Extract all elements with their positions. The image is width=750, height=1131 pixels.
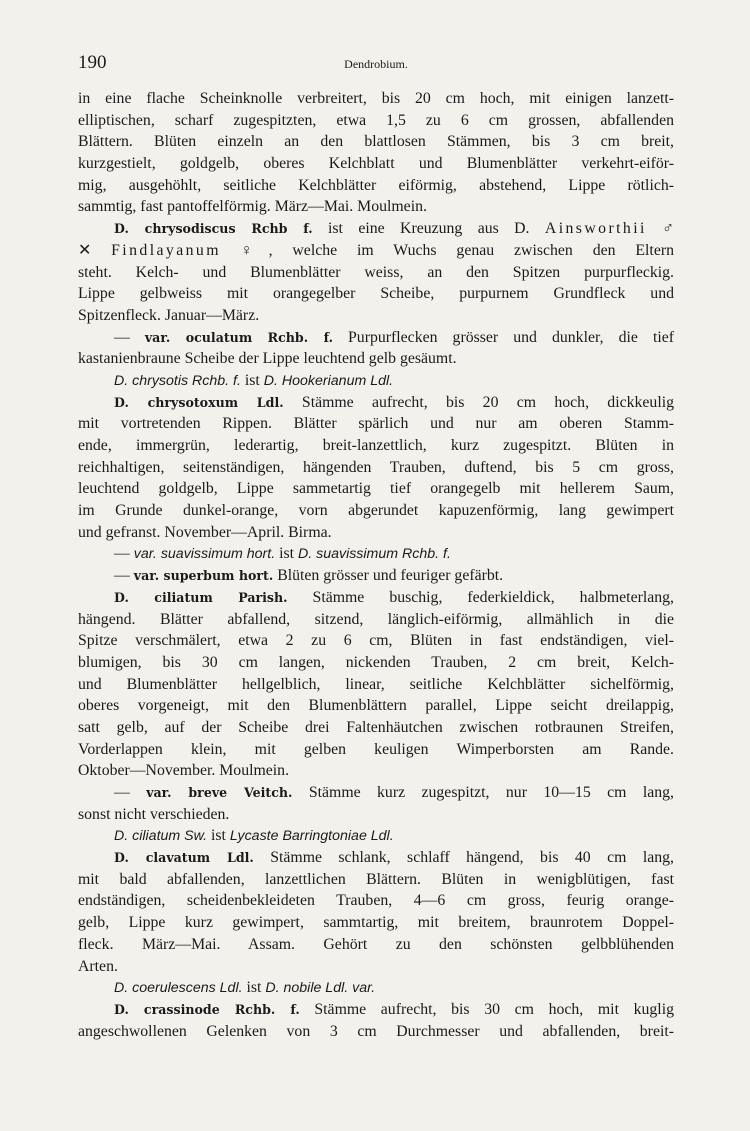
text-line <box>78 890 674 912</box>
text-run: — <box>114 567 134 585</box>
text-run: satt gelb, auf der Scheibe drei Faltenhäutchen zwischen rotbraunen Streifen, <box>78 718 674 736</box>
text-run: Stämme schlank, schlaff hängend, bis 40 cm lang, <box>253 849 674 867</box>
text-run: ♂ <box>646 220 674 238</box>
text-run: — <box>114 545 134 563</box>
text-line <box>78 435 674 457</box>
text-line <box>78 348 674 370</box>
entry-name: var. superbum hort. <box>133 568 274 584</box>
text-run: elliptischen, scharf zugespitzten, etwa 1,5 zu 6 cm grossen, abfallenden <box>78 111 674 129</box>
spaced-name: Findlayanum <box>111 241 221 259</box>
text-line <box>78 543 674 565</box>
text-run: sammtig, fast pantoffelförmig. März—Mai. Moulmein. <box>78 198 427 216</box>
text-line <box>78 804 674 826</box>
text-run: Oktober—November. Moulmein. <box>78 762 290 780</box>
text-line <box>78 153 674 175</box>
text-run: angeschwollenen Gelenken von 3 cm Durchmesser und abfallenden, breit- <box>78 1022 674 1040</box>
text-run: ist <box>242 979 266 997</box>
text-run: mit vortretenden Rippen. Blätter spärlich und nur am oberen Stamm- <box>78 415 674 433</box>
text-line <box>78 457 674 479</box>
text-line <box>78 1021 674 1043</box>
text-run: sonst nicht verschieden. <box>78 805 230 823</box>
text-line <box>78 782 674 804</box>
text-run: leuchtend goldgelb, Lippe sammetartig tief orangegelb mit hellerem Saum, <box>78 480 674 498</box>
text-line <box>78 370 674 392</box>
text-line <box>78 587 674 609</box>
text-line <box>78 478 674 500</box>
spaced-name: Ainsworthii <box>544 220 647 238</box>
text-line <box>78 760 674 782</box>
text-line <box>78 912 674 934</box>
synonym-name: D. nobile Ldl. var. <box>265 980 376 997</box>
text-run: ✕ <box>78 241 112 259</box>
text-run: kastanienbraune Scheibe der Lippe leuchtend gelb gesäumt. <box>78 350 457 368</box>
text-run: Arten. <box>78 957 118 975</box>
text-line <box>78 413 674 435</box>
text-run: und gefranst. November—April. Birma. <box>78 523 332 541</box>
text-run: in eine flache Scheinknolle verbreitert, bis 20 cm hoch, mit einigen lanzett- <box>78 90 674 107</box>
entry-name: D. crassinode Rchb. f. <box>114 1001 300 1017</box>
text-line <box>78 218 674 240</box>
text-run: ende, immergrün, lederartig, breit-lanzettlich, kurz zugespitzt. Blüten in <box>78 437 674 454</box>
text-line <box>78 283 674 305</box>
text-run: Stämme aufrecht, bis 30 cm hoch, mit kuglig <box>299 1000 674 1018</box>
text-line <box>78 392 674 414</box>
synonym-name: D. suavissimum Rchb. f. <box>297 546 451 563</box>
text-run: ist <box>207 827 230 845</box>
text-run: Blüten grösser und feuriger gefärbt. <box>273 567 504 585</box>
text-run: ♀, welche im Wuchs genau zwischen den Eltern <box>220 241 674 259</box>
synonym-name: Lycaste Barringtoniae Ldl. <box>229 828 394 845</box>
text-line <box>78 869 674 891</box>
text-line <box>78 739 674 761</box>
text-line <box>78 110 674 132</box>
text-line <box>78 305 674 327</box>
text-line <box>78 695 674 717</box>
text-line <box>78 565 674 587</box>
text-line <box>78 262 674 284</box>
text-line <box>78 327 674 349</box>
text-run: gelb, Lippe kurz gewimpert, sammtartig, mit breitem, braunrotem Doppel- <box>78 914 674 932</box>
text-run: Spitzenfleck. Januar—März. <box>78 306 260 324</box>
entry-name: D. clavatum Ldl. <box>114 850 254 866</box>
text-line <box>78 609 674 631</box>
text-run: blumigen, bis 30 cm langen, nickenden Trauben, 2 cm breit, Kelch- <box>78 653 674 671</box>
text-line <box>78 522 674 544</box>
running-title: Dendrobium. <box>344 57 408 71</box>
body-text <box>78 88 674 1042</box>
text-line <box>78 956 674 978</box>
text-run: fleck. März—Mai. Assam. Gehört zu den schönsten gelbblühenden <box>78 935 674 953</box>
text-run: — <box>114 784 147 801</box>
text-run: Vorderlappen klein, mit gelben keuligen Wimperborsten am Rande. <box>78 740 674 758</box>
text-run: Stämme buschig, federkieldick, halbmeterlang, <box>287 588 674 606</box>
entry-name: D. ciliatum Parish. <box>114 589 288 605</box>
text-run: Blättern. Blüten einzeln an den blattlosen Stämmen, bis 3 cm breit, <box>78 133 674 151</box>
text-line <box>78 977 674 999</box>
text-line <box>78 196 674 218</box>
text-line <box>78 88 674 110</box>
entry-name: var. oculatum Rchb. f. <box>144 329 333 345</box>
text-run: hängend. Blätter abfallend, sitzend, länglich-eiförmig, allmählich in die <box>78 610 674 628</box>
text-run: ist <box>275 545 298 563</box>
entry-name: D. chrysodiscus Rchb f. <box>114 221 313 237</box>
text-line <box>78 240 674 262</box>
text-run: — <box>114 328 145 346</box>
page-header <box>78 52 674 78</box>
text-run: ist eine Kreuzung aus D. <box>312 220 545 238</box>
text-run: kurzgestielt, goldgelb, oberes Kelchblatt und Blumenblätter verkehrt-eiför- <box>78 155 674 173</box>
text-run: reichhaltigen, seitenständigen, hängenden Trauben, duftend, bis 5 cm gross, <box>78 458 674 476</box>
text-line <box>78 847 674 869</box>
text-run: Stämme kurz zugespitzt, nur 10—15 cm lang, <box>292 784 674 801</box>
text-run: und Blumenblätter hellgelblich, linear, seitliche Kelchblätter sichelförmig, <box>78 675 674 693</box>
text-line <box>78 999 674 1021</box>
text-run: ist <box>240 371 264 389</box>
entry-name: var. breve Veitch. <box>146 785 293 800</box>
text-run: Lippe gelbweiss mit orangegelber Scheibe, purpurnem Grundfleck und <box>78 285 674 303</box>
synonym-name: D. Hookerianum Ldl. <box>263 372 394 389</box>
text-line <box>78 934 674 956</box>
page-number: 190 <box>78 52 107 73</box>
text-line <box>78 652 674 674</box>
text-run: im Grunde dunkel-orange, vorn abgerundet kapuzenförmig, lang gewimpert <box>78 502 674 520</box>
entry-name: D. chrysotoxum Ldl. <box>114 394 284 410</box>
text-line <box>78 717 674 739</box>
text-run: mit bald abfallenden, lanzettlichen Blättern. Blüten in wenigblütigen, fast <box>78 870 674 888</box>
text-line <box>78 674 674 696</box>
synonym-name: D. chrysotis Rchb. f. <box>114 372 241 389</box>
text-line <box>78 630 674 652</box>
text-run: Stämme aufrecht, bis 20 cm hoch, dickkeulig <box>283 393 674 411</box>
synonym-name: D. coerulescens Ldl. <box>114 980 243 997</box>
text-run: mig, ausgehöhlt, seitliche Kelchblätter eiförmig, abstehend, Lippe rötlich- <box>78 176 674 194</box>
text-run: oberes vorgeneigt, mit den Blumenblättern parallel, Lippe seicht dreilappig, <box>78 697 674 715</box>
text-line <box>78 825 674 847</box>
text-run: Spitze verschmälert, etwa 2 zu 6 cm, Blüten in fast endständigen, viel- <box>78 632 674 650</box>
text-line <box>78 131 674 153</box>
text-line <box>78 500 674 522</box>
text-run: Purpurflecken grösser und dunkler, die tief <box>332 328 674 346</box>
text-run: steht. Kelch- und Blumenblätter weiss, an den Spitzen purpurfleckig. <box>78 263 674 281</box>
synonym-name: D. ciliatum Sw. <box>114 828 208 845</box>
text-run: endständigen, scheidenbekleideten Trauben, 4—6 cm gross, feurig orange- <box>78 892 674 910</box>
text-line <box>78 175 674 197</box>
synonym-name: var. suavissimum hort. <box>133 546 276 563</box>
